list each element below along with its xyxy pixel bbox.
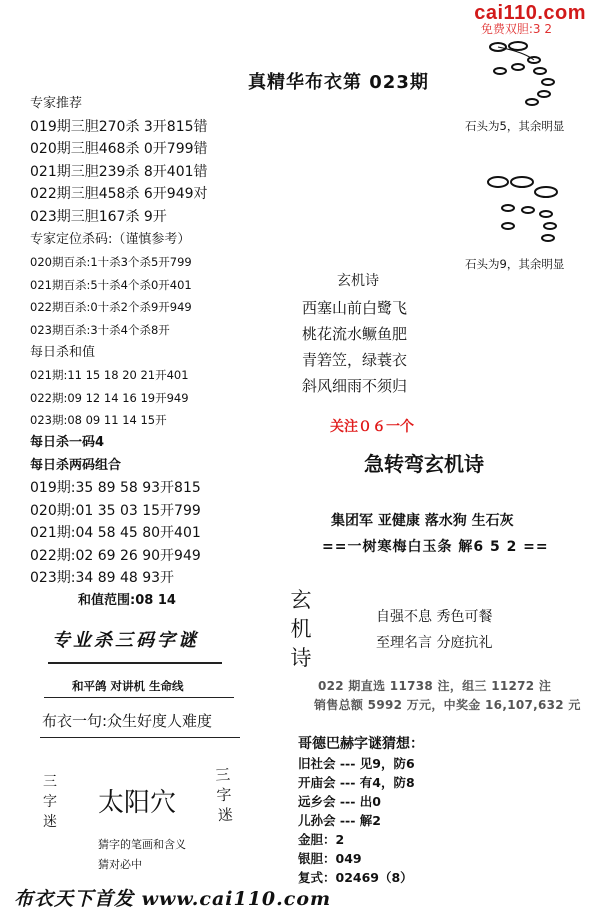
- free-double-label: 免费双胆:3 2: [480, 22, 552, 36]
- page-title: 真精华布衣第 023期: [248, 72, 429, 93]
- expert-line: 022期三胆458杀 6开949对: [30, 186, 208, 203]
- riddle-line: 儿孙会 --- 解2: [298, 813, 381, 828]
- riddle-title: 哥德巴赫字谜猜想：: [298, 736, 424, 752]
- expert-line: 023期三胆167杀 9开: [30, 208, 167, 225]
- stone-icon: [488, 177, 508, 187]
- stone-caption: 石头为9，其余明显: [465, 257, 565, 271]
- left-column: [30, 93, 208, 613]
- riddle-line: 复式：02469（8）: [298, 870, 413, 885]
- expert-line: 020期三胆468杀 0开799错: [30, 141, 208, 158]
- poem: [302, 295, 407, 399]
- tree-line: ==一树寒梅白玉条 解6 5 2 ==: [322, 539, 549, 555]
- buyi-line: 布衣一句:众生好度人难度: [42, 712, 213, 730]
- riddle-words: 集团军 亚健康 落水狗 生石灰: [331, 513, 514, 529]
- position-line: 020期百杀:1十杀3个杀5开799: [30, 255, 192, 270]
- stone-diagram-2: [478, 172, 578, 252]
- divider: [44, 697, 234, 698]
- riddle-line: 金胆：2: [298, 832, 345, 847]
- poem-line: 西塞山前白鹭飞: [302, 299, 408, 317]
- position-line: 022期百杀:0十杀2个杀9开949: [30, 300, 192, 315]
- one-code-line: 每日杀一码4: [30, 434, 105, 450]
- poem-line: 桃花流水鳜鱼肥: [302, 325, 408, 343]
- poem-title: 玄机诗: [337, 273, 379, 289]
- position-line: 021期百杀:5十杀4个杀0开401: [30, 277, 192, 292]
- hint-line: 猜对必中: [98, 858, 142, 871]
- site-logo: cai110.com: [474, 2, 586, 24]
- position-heading: 专家定位杀码:（谨慎参考）: [30, 231, 191, 247]
- two-code-line: 022期:02 69 26 90开949: [30, 547, 201, 564]
- brain-teaser-title: 急转弯玄机诗: [364, 452, 484, 476]
- position-line: 023期百杀:3十杀4个杀8开: [30, 322, 170, 337]
- two-code-line: 023期:34 89 48 93开: [30, 570, 175, 587]
- riddle-line: 远乡会 --- 出0: [298, 794, 381, 809]
- xuanji-vertical: 玄机诗: [290, 588, 312, 670]
- expert-line: 019期三胆270杀 3开815错: [30, 118, 208, 135]
- stone-caption: 石头为5，其余明显: [465, 119, 565, 133]
- two-code-line: 021期:04 58 45 80开401: [30, 525, 201, 542]
- idiom-line: 自强不息 秀色可餐: [376, 609, 493, 625]
- hint-line: 猜字的笔画和含义: [98, 838, 186, 851]
- two-code-line: 019期:35 89 58 93开815: [30, 480, 201, 497]
- sun-riddle: 太阳穴: [98, 788, 177, 818]
- sum-heading: 每日杀和值: [30, 344, 96, 360]
- two-code-heading: 每日杀两码组合: [30, 457, 122, 473]
- expert-heading: 专家推荐: [30, 96, 83, 111]
- sales-line: 销售总额 5992 万元，中奖金 16,107,632 元: [314, 698, 581, 712]
- riddle-line: 旧社会 --- 见9，防6: [298, 756, 415, 771]
- idiom-line: 至理名言 分庭抗礼: [376, 635, 493, 651]
- riddle-list: [298, 754, 415, 887]
- sales-line: 022 期直选 11738 注，组三 11272 注: [318, 679, 552, 693]
- follow-label: 关注０６一个: [330, 419, 414, 435]
- poem-line: 青箬笠，绿蓑衣: [302, 351, 408, 369]
- sum-line: 021期:11 15 18 20 21开401: [30, 368, 189, 383]
- sum-line: 023期:08 09 11 14 15开: [30, 413, 167, 428]
- bottom-banner: 布衣天下首发 www.cai110.com: [14, 888, 332, 910]
- pro-title: 专业杀三码字谜: [52, 630, 199, 651]
- peace-line: 和平鸽 对讲机 生命线: [72, 679, 184, 693]
- riddle-line: 开庙会 --- 有4，防8: [298, 775, 415, 790]
- stone-diagram-1: [478, 38, 578, 110]
- poem-line: 斜风细雨不须归: [302, 377, 408, 395]
- riddle-line: 银胆：049: [298, 851, 362, 866]
- divider: [40, 737, 240, 738]
- three-char-right: 三字迷: [214, 765, 234, 825]
- sum-line: 022期:09 12 14 16 19开949: [30, 390, 189, 405]
- expert-line: 021期三胆239杀 8开401错: [30, 163, 208, 180]
- sum-range: 和值范围:08 14: [78, 593, 176, 609]
- two-code-line: 020期:01 35 03 15开799: [30, 502, 201, 519]
- divider: [48, 662, 222, 664]
- three-char-left: 三字迷: [43, 774, 57, 830]
